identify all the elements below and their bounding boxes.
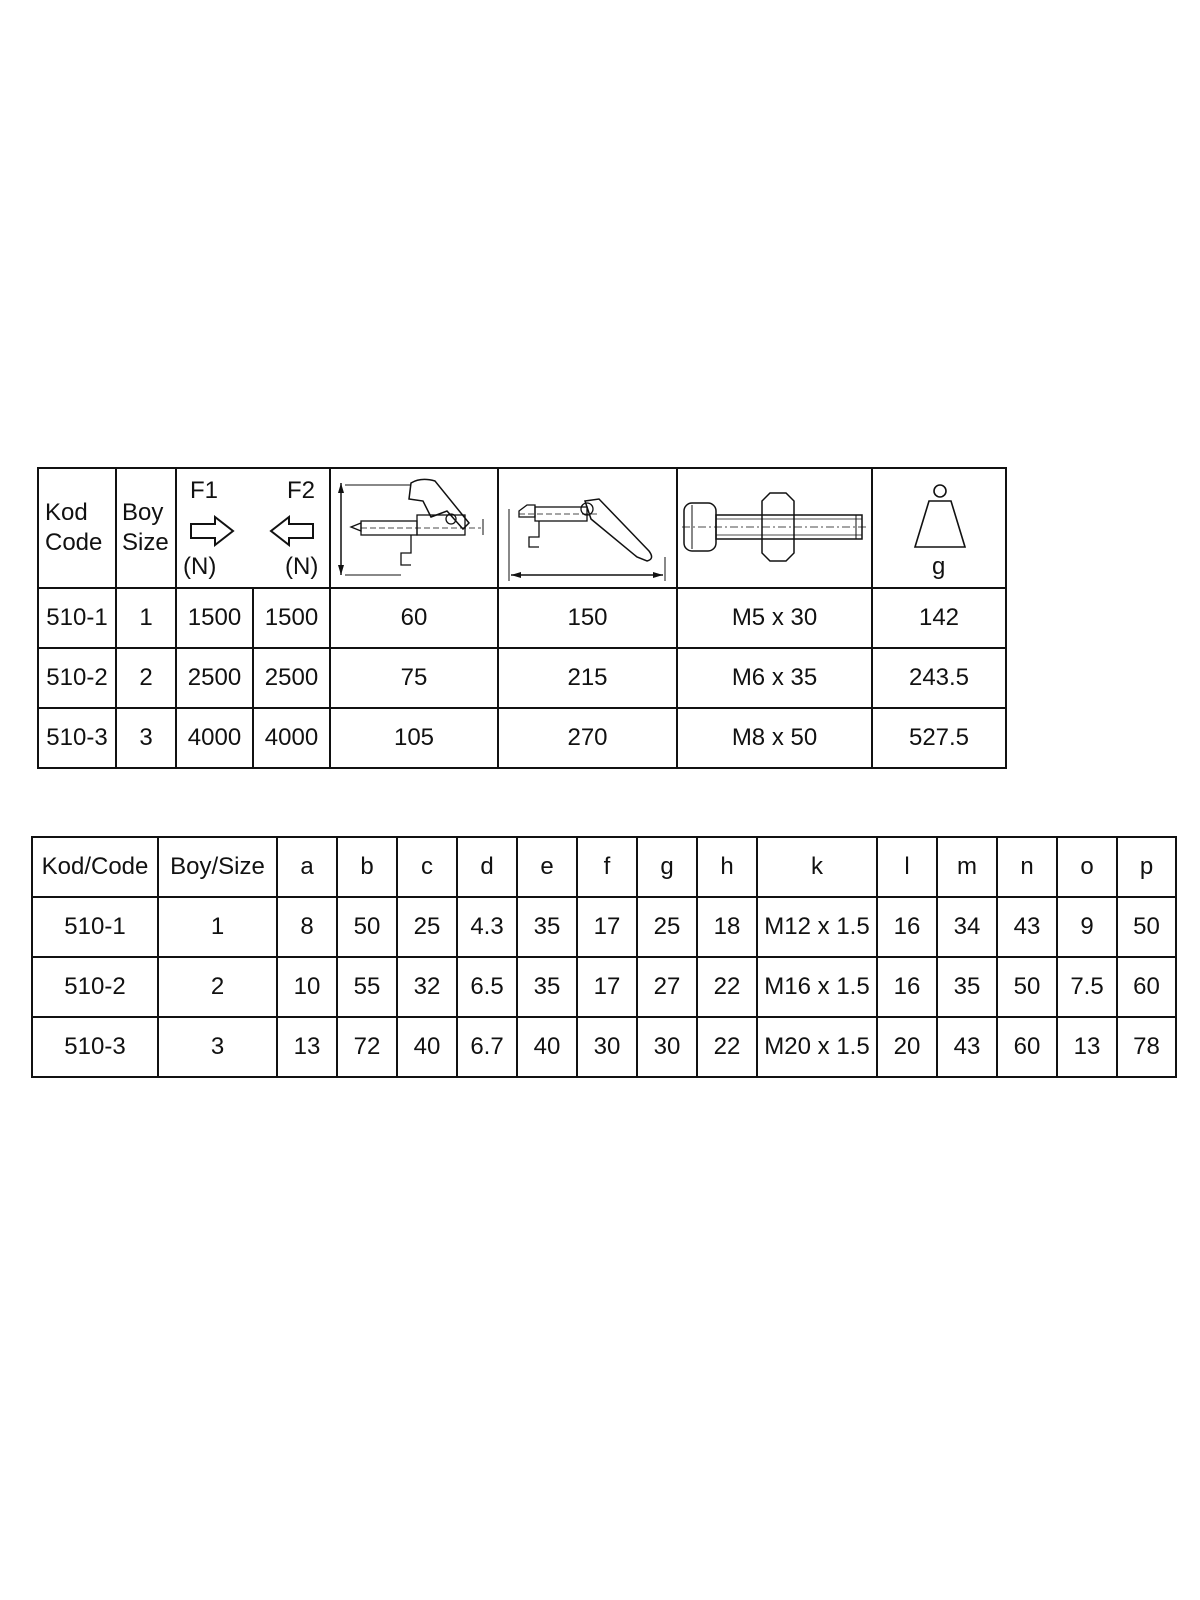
header-cell: d xyxy=(457,837,517,897)
cell: 1 xyxy=(158,897,277,957)
cell-f1: 2500 xyxy=(176,648,253,708)
cell: 4.3 xyxy=(457,897,517,957)
f1-unit: (N) xyxy=(183,553,217,580)
header-f1-force xyxy=(176,468,253,588)
cell-f2: 1500 xyxy=(253,588,330,648)
header-boy-size: Boy Size xyxy=(116,468,176,588)
arrow-right-icon xyxy=(189,515,235,547)
cell-code: 510-2 xyxy=(38,648,116,708)
cell: 60 xyxy=(997,1017,1057,1077)
cell-code: 510-1 xyxy=(38,588,116,648)
cell: 10 xyxy=(277,957,337,1017)
cell: 43 xyxy=(937,1017,997,1077)
cell: M16 x 1.5 xyxy=(757,957,877,1017)
cell: 50 xyxy=(997,957,1057,1017)
header-cell: h xyxy=(697,837,757,897)
cell: 34 xyxy=(937,897,997,957)
table-row xyxy=(32,957,1176,1017)
cell-f2: 4000 xyxy=(253,708,330,768)
cell: 50 xyxy=(1117,897,1176,957)
cell: 30 xyxy=(577,1017,637,1077)
cell: 78 xyxy=(1117,1017,1176,1077)
cell: 22 xyxy=(697,957,757,1017)
cell: 6.7 xyxy=(457,1017,517,1077)
cell: 25 xyxy=(637,897,697,957)
header-cell: n xyxy=(997,837,1057,897)
cell-f1: 4000 xyxy=(176,708,253,768)
cell: 25 xyxy=(397,897,457,957)
cell-f2: 2500 xyxy=(253,648,330,708)
cell: 22 xyxy=(697,1017,757,1077)
f1-label: F1 xyxy=(190,477,219,504)
cell-height: 60 xyxy=(330,588,498,648)
cell-size: 3 xyxy=(116,708,176,768)
header-clamp-height-diagram xyxy=(330,468,498,588)
header-cell: Boy/Size xyxy=(158,837,277,897)
clamp-height-diagram-icon xyxy=(331,471,497,585)
f2-unit: (N) xyxy=(285,553,319,580)
header-cell: m xyxy=(937,837,997,897)
table-row xyxy=(38,588,1006,648)
cell-length: 150 xyxy=(498,588,677,648)
cell: M20 x 1.5 xyxy=(757,1017,877,1077)
cell: 510-1 xyxy=(32,897,158,957)
cell-length: 270 xyxy=(498,708,677,768)
cell: M12 x 1.5 xyxy=(757,897,877,957)
header-cell: e xyxy=(517,837,577,897)
header-cell: f xyxy=(577,837,637,897)
cell: 17 xyxy=(577,897,637,957)
cell: 27 xyxy=(637,957,697,1017)
cell: 2 xyxy=(158,957,277,1017)
header-cell: p xyxy=(1117,837,1176,897)
weight-unit: g xyxy=(932,553,946,580)
table-row xyxy=(32,1017,1176,1077)
cell: 7.5 xyxy=(1057,957,1117,1017)
header-kod-code: Kod Code xyxy=(38,468,116,588)
header-cell: a xyxy=(277,837,337,897)
bolt-nut-icon xyxy=(678,471,870,585)
f2-label: F2 xyxy=(287,477,316,504)
cell: 16 xyxy=(877,897,937,957)
header-f2-force xyxy=(253,468,330,588)
cell-weight: 527.5 xyxy=(872,708,1006,768)
header-clamp-length-diagram xyxy=(498,468,677,588)
cell-weight: 142 xyxy=(872,588,1006,648)
table1-header-row xyxy=(38,468,1006,588)
cell: 35 xyxy=(937,957,997,1017)
cell: 50 xyxy=(337,897,397,957)
cell: 16 xyxy=(877,957,937,1017)
table-row xyxy=(38,648,1006,708)
cell: 40 xyxy=(517,1017,577,1077)
cell: 13 xyxy=(1057,1017,1117,1077)
header-cell: c xyxy=(397,837,457,897)
dimension-table xyxy=(31,836,1177,1078)
header-cell: b xyxy=(337,837,397,897)
cell: 43 xyxy=(997,897,1057,957)
cell: 8 xyxy=(277,897,337,957)
cell: 18 xyxy=(697,897,757,957)
header-bolt-diagram xyxy=(677,468,872,588)
cell: 3 xyxy=(158,1017,277,1077)
header-cell: l xyxy=(877,837,937,897)
cell: 13 xyxy=(277,1017,337,1077)
cell-size: 2 xyxy=(116,648,176,708)
cell-weight: 243.5 xyxy=(872,648,1006,708)
table2-header-row xyxy=(32,837,1176,897)
table-row xyxy=(32,897,1176,957)
cell: 35 xyxy=(517,957,577,1017)
cell: 60 xyxy=(1117,957,1176,1017)
cell-bolt: M6 x 35 xyxy=(677,648,872,708)
cell-length: 215 xyxy=(498,648,677,708)
clamp-spec-table xyxy=(37,467,1007,769)
arrow-left-icon xyxy=(269,515,315,547)
cell: 55 xyxy=(337,957,397,1017)
header-cell: g xyxy=(637,837,697,897)
cell: 17 xyxy=(577,957,637,1017)
cell: 6.5 xyxy=(457,957,517,1017)
header-cell: k xyxy=(757,837,877,897)
header-weight xyxy=(872,468,1006,588)
cell-height: 105 xyxy=(330,708,498,768)
cell-code: 510-3 xyxy=(38,708,116,768)
cell: 32 xyxy=(397,957,457,1017)
cell: 510-2 xyxy=(32,957,158,1017)
table-row xyxy=(38,708,1006,768)
cell-f1: 1500 xyxy=(176,588,253,648)
cell-bolt: M8 x 50 xyxy=(677,708,872,768)
clamp-length-diagram-icon xyxy=(499,471,675,585)
cell-bolt: M5 x 30 xyxy=(677,588,872,648)
cell: 510-3 xyxy=(32,1017,158,1077)
cell: 35 xyxy=(517,897,577,957)
cell: 72 xyxy=(337,1017,397,1077)
cell: 20 xyxy=(877,1017,937,1077)
cell: 30 xyxy=(637,1017,697,1077)
cell-size: 1 xyxy=(116,588,176,648)
cell: 9 xyxy=(1057,897,1117,957)
header-cell: o xyxy=(1057,837,1117,897)
cell: 40 xyxy=(397,1017,457,1077)
weight-icon xyxy=(913,483,967,551)
header-cell: Kod/Code xyxy=(32,837,158,897)
cell-height: 75 xyxy=(330,648,498,708)
